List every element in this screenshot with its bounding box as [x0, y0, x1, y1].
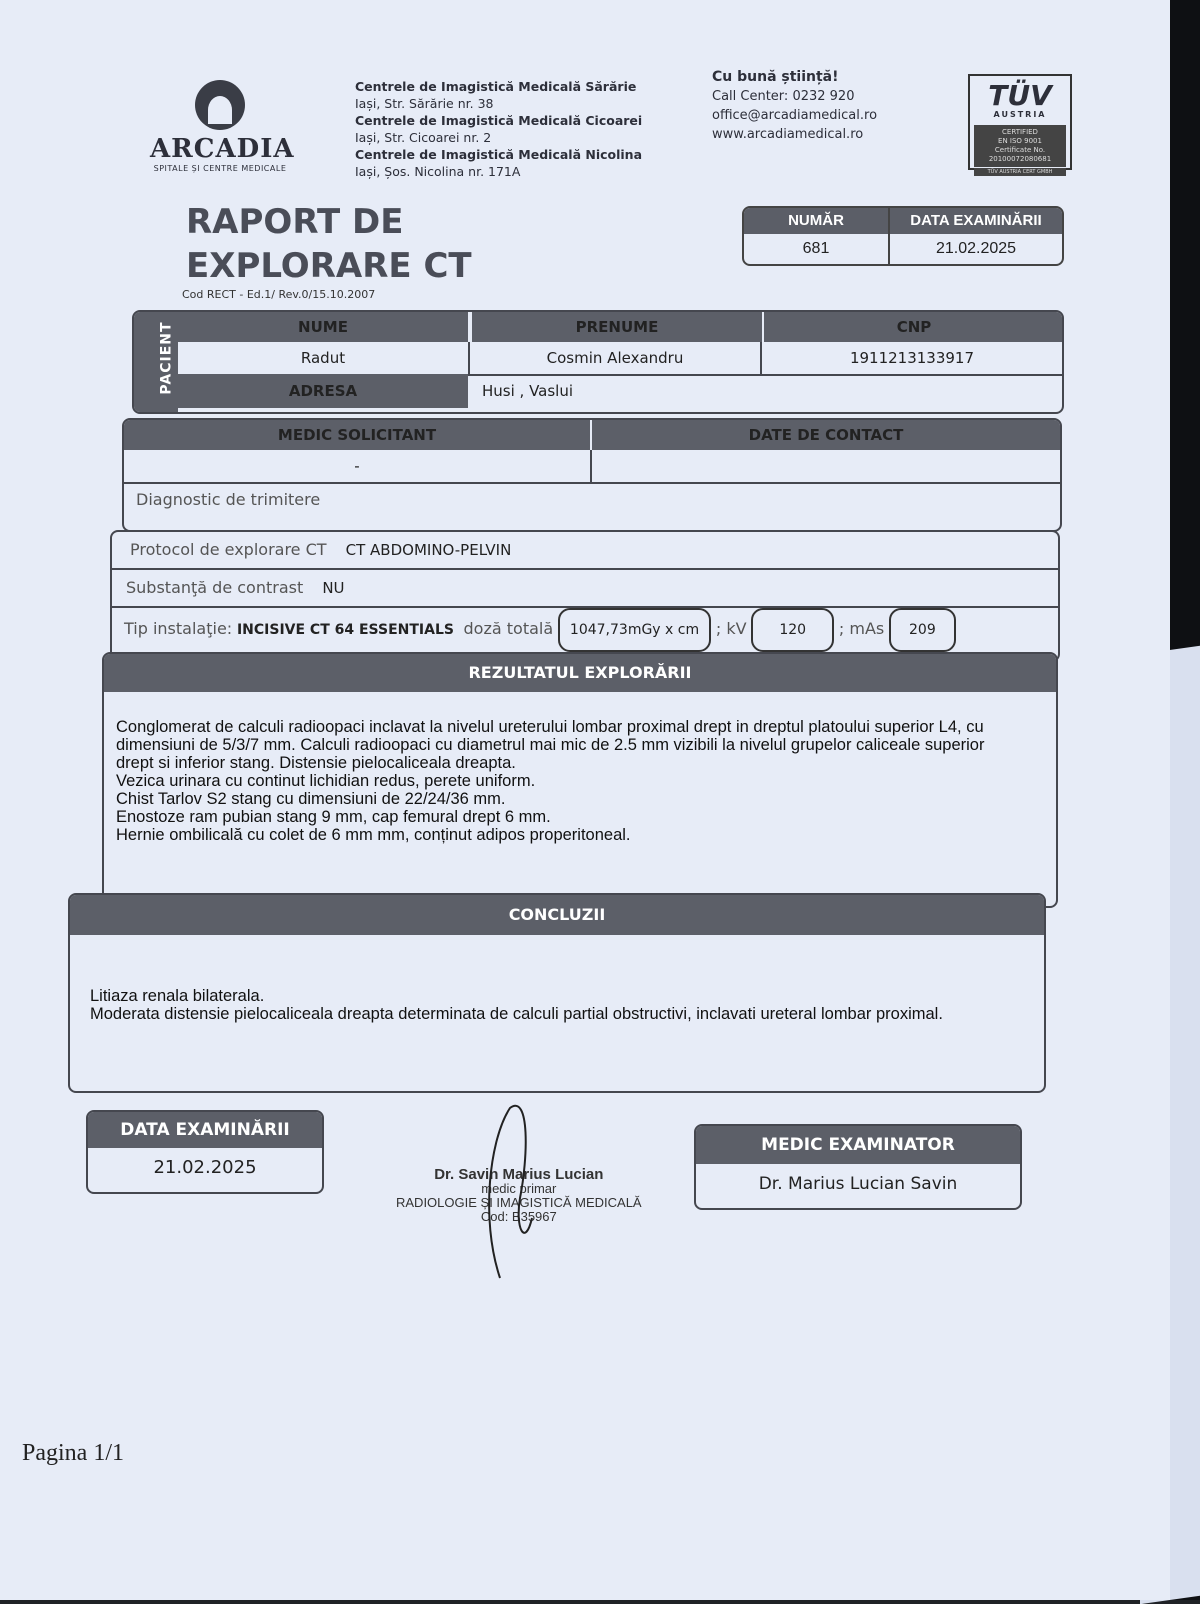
mas-label: ; mAs [838, 619, 885, 638]
requester-header: MEDIC SOLICITANT [124, 420, 590, 450]
cnp-header: CNP [762, 312, 1064, 342]
report-number-box [742, 206, 1064, 266]
tuv-line1: EN ISO 9001 [998, 137, 1042, 145]
protocol-label: Protocol de explorare CT [130, 540, 327, 559]
results-header: REZULTATUL EXPLORĂRII [104, 654, 1056, 692]
exam-date: 21.02.2025 [935, 240, 1017, 257]
signature-mark [470, 1098, 540, 1288]
contact-greeting: Cu bună știință! [712, 69, 839, 85]
page-number: Pagina 1/1 [22, 1440, 124, 1466]
mas-value: 209 [889, 608, 956, 652]
number-label: NUMĂR [744, 208, 890, 234]
name-header: NUME [178, 312, 468, 342]
kv-label: ; kV [715, 619, 747, 638]
protocol-box [110, 530, 1060, 662]
title-line2: EXPLORARE CT [186, 246, 472, 286]
result-line: Vezica urinara cu continut lichidian redus, perete uniform. [116, 772, 536, 790]
tuv-label: CERTIFIED [1002, 128, 1038, 136]
center-name: Centrele de Imagistică Medicală Sărărie [355, 79, 637, 94]
install-value: INCISIVE CT 64 ESSENTIALS [236, 622, 454, 638]
examiner-label: MEDIC EXAMINATOR [696, 1126, 1020, 1164]
patient-cnp: 1911213133917 [849, 349, 975, 367]
patient-side-label [134, 312, 178, 412]
logo-subtitle: SPITALE ȘI CENTRE MEDICALE [153, 164, 287, 173]
protocol-value: CT ABDOMINO-PELVIN [345, 541, 512, 559]
result-line: Conglomerat de calculi radioopaci inclavat la nivelul ureterului lombar proximal drept in dreptul platoului superior L4, cu [116, 718, 984, 736]
contact-value [592, 450, 1060, 484]
title-line1: RAPORT DE [186, 202, 404, 242]
footer-date-box [86, 1110, 324, 1194]
conclusion-line: Moderata distensie pielocaliceala dreapta determinata de calculi partial obstructivi, inclavati ureteral lombar proximal. [90, 1005, 943, 1023]
address-header: ADRESA [178, 374, 468, 408]
call-center: Call Center: 0232 920 [712, 89, 855, 104]
examiner-name: Dr. Marius Lucian Savin [758, 1174, 958, 1194]
conclusions-box [68, 893, 1046, 1093]
stamp-name: Dr. Savin Marius Lucian [434, 1166, 604, 1183]
conclusions-text [70, 935, 1044, 1023]
patient-first-name: Cosmin Alexandru [470, 342, 762, 374]
center-address: Iași, Șos. Nicolina nr. 171A [355, 164, 521, 179]
center-address: Iași, Str. Cicoarei nr. 2 [355, 130, 492, 145]
patient-address: Husi , Vaslui [482, 382, 574, 400]
centers-list [355, 78, 642, 180]
dose-value: 1047,73mGy x cm [558, 608, 711, 652]
date-label: DATA EXAMINĂRII [910, 212, 1042, 229]
first-name-header: PRENUME [470, 312, 762, 342]
diagnosis-label: Diagnostic de trimitere [136, 490, 321, 509]
contact-header: DATE DE CONTACT [592, 420, 1060, 450]
footer-date-label: DATA EXAMINĂRII [88, 1112, 322, 1148]
tuv-certificate-logo [968, 74, 1072, 175]
stamp-spec: RADIOLOGIE ȘI IMAGISTICĂ MEDICALĂ [396, 1195, 642, 1210]
tuv-brand: TÜV [988, 79, 1052, 112]
contrast-value: NU [322, 579, 345, 597]
kv-value: 120 [751, 608, 834, 652]
requester-value: - [124, 450, 592, 484]
contact-block [712, 68, 877, 144]
contrast-label: Substanţă de contrast [126, 578, 304, 597]
report-number: 681 [744, 234, 890, 264]
dose-label: doză totală [463, 619, 554, 638]
protocol-row [112, 532, 1058, 570]
contact-web: www.arcadiamedical.ro [712, 127, 864, 142]
stamp-code: Cod: B35967 [480, 1209, 557, 1224]
conclusions-header: CONCLUZII [70, 895, 1044, 935]
tuv-footer: TÜV AUSTRIA CERT GMBH [974, 168, 1066, 176]
tuv-country: AUSTRIA [993, 110, 1047, 119]
result-line: Chist Tarlov S2 stang cu dimensiuni de 22/24/36 mm. [116, 790, 506, 808]
tuv-line2: Certificate No. 20100072080681 [988, 146, 1052, 163]
patient-name: Radut [178, 342, 470, 374]
footer-date: 21.02.2025 [153, 1157, 257, 1178]
result-line: drept si inferior stang. Distensie pielocaliceala dreapta. [116, 754, 516, 772]
patient-section: PACIENT [158, 321, 175, 395]
report-code: Cod RECT - Ed.1/ Rev.0/15.10.2007 [182, 288, 376, 301]
logo-brand: ARCADIA [150, 134, 295, 164]
patient-box [132, 310, 1064, 414]
results-box [102, 652, 1058, 908]
contact-email: office@arcadiamedical.ro [712, 108, 878, 123]
arcadia-logo-icon [195, 80, 245, 130]
report-title [186, 200, 472, 288]
conclusion-line: Litiaza renala bilaterala. [90, 987, 265, 1005]
results-text [104, 692, 1056, 844]
stamp-role: medic primar [481, 1181, 557, 1196]
result-line: Hernie ombilicală cu colet de 6 mm mm, conținut adipos properitoneal. [116, 826, 631, 844]
install-label: Tip instalaţie: [124, 619, 233, 638]
center-name: Centrele de Imagistică Medicală Nicolina [355, 147, 643, 162]
result-line: dimensiuni de 5/3/7 mm. Calculi radioopaci cu diametrul mai mic de 2.5 mm vizibili la nivelul grupelor caliceale superior [116, 736, 985, 754]
contrast-row [112, 570, 1058, 608]
center-name: Centrele de Imagistică Medicală Cicoarei [355, 113, 643, 128]
result-line: Enostoze ram pubian stang 9 mm, cap femural drept 6 mm. [116, 808, 551, 826]
referring-medic-box [122, 418, 1062, 532]
installation-row [112, 608, 1058, 648]
examiner-box [694, 1124, 1022, 1210]
arcadia-logo [150, 80, 295, 173]
center-address: Iași, Str. Sărărie nr. 38 [355, 96, 494, 111]
